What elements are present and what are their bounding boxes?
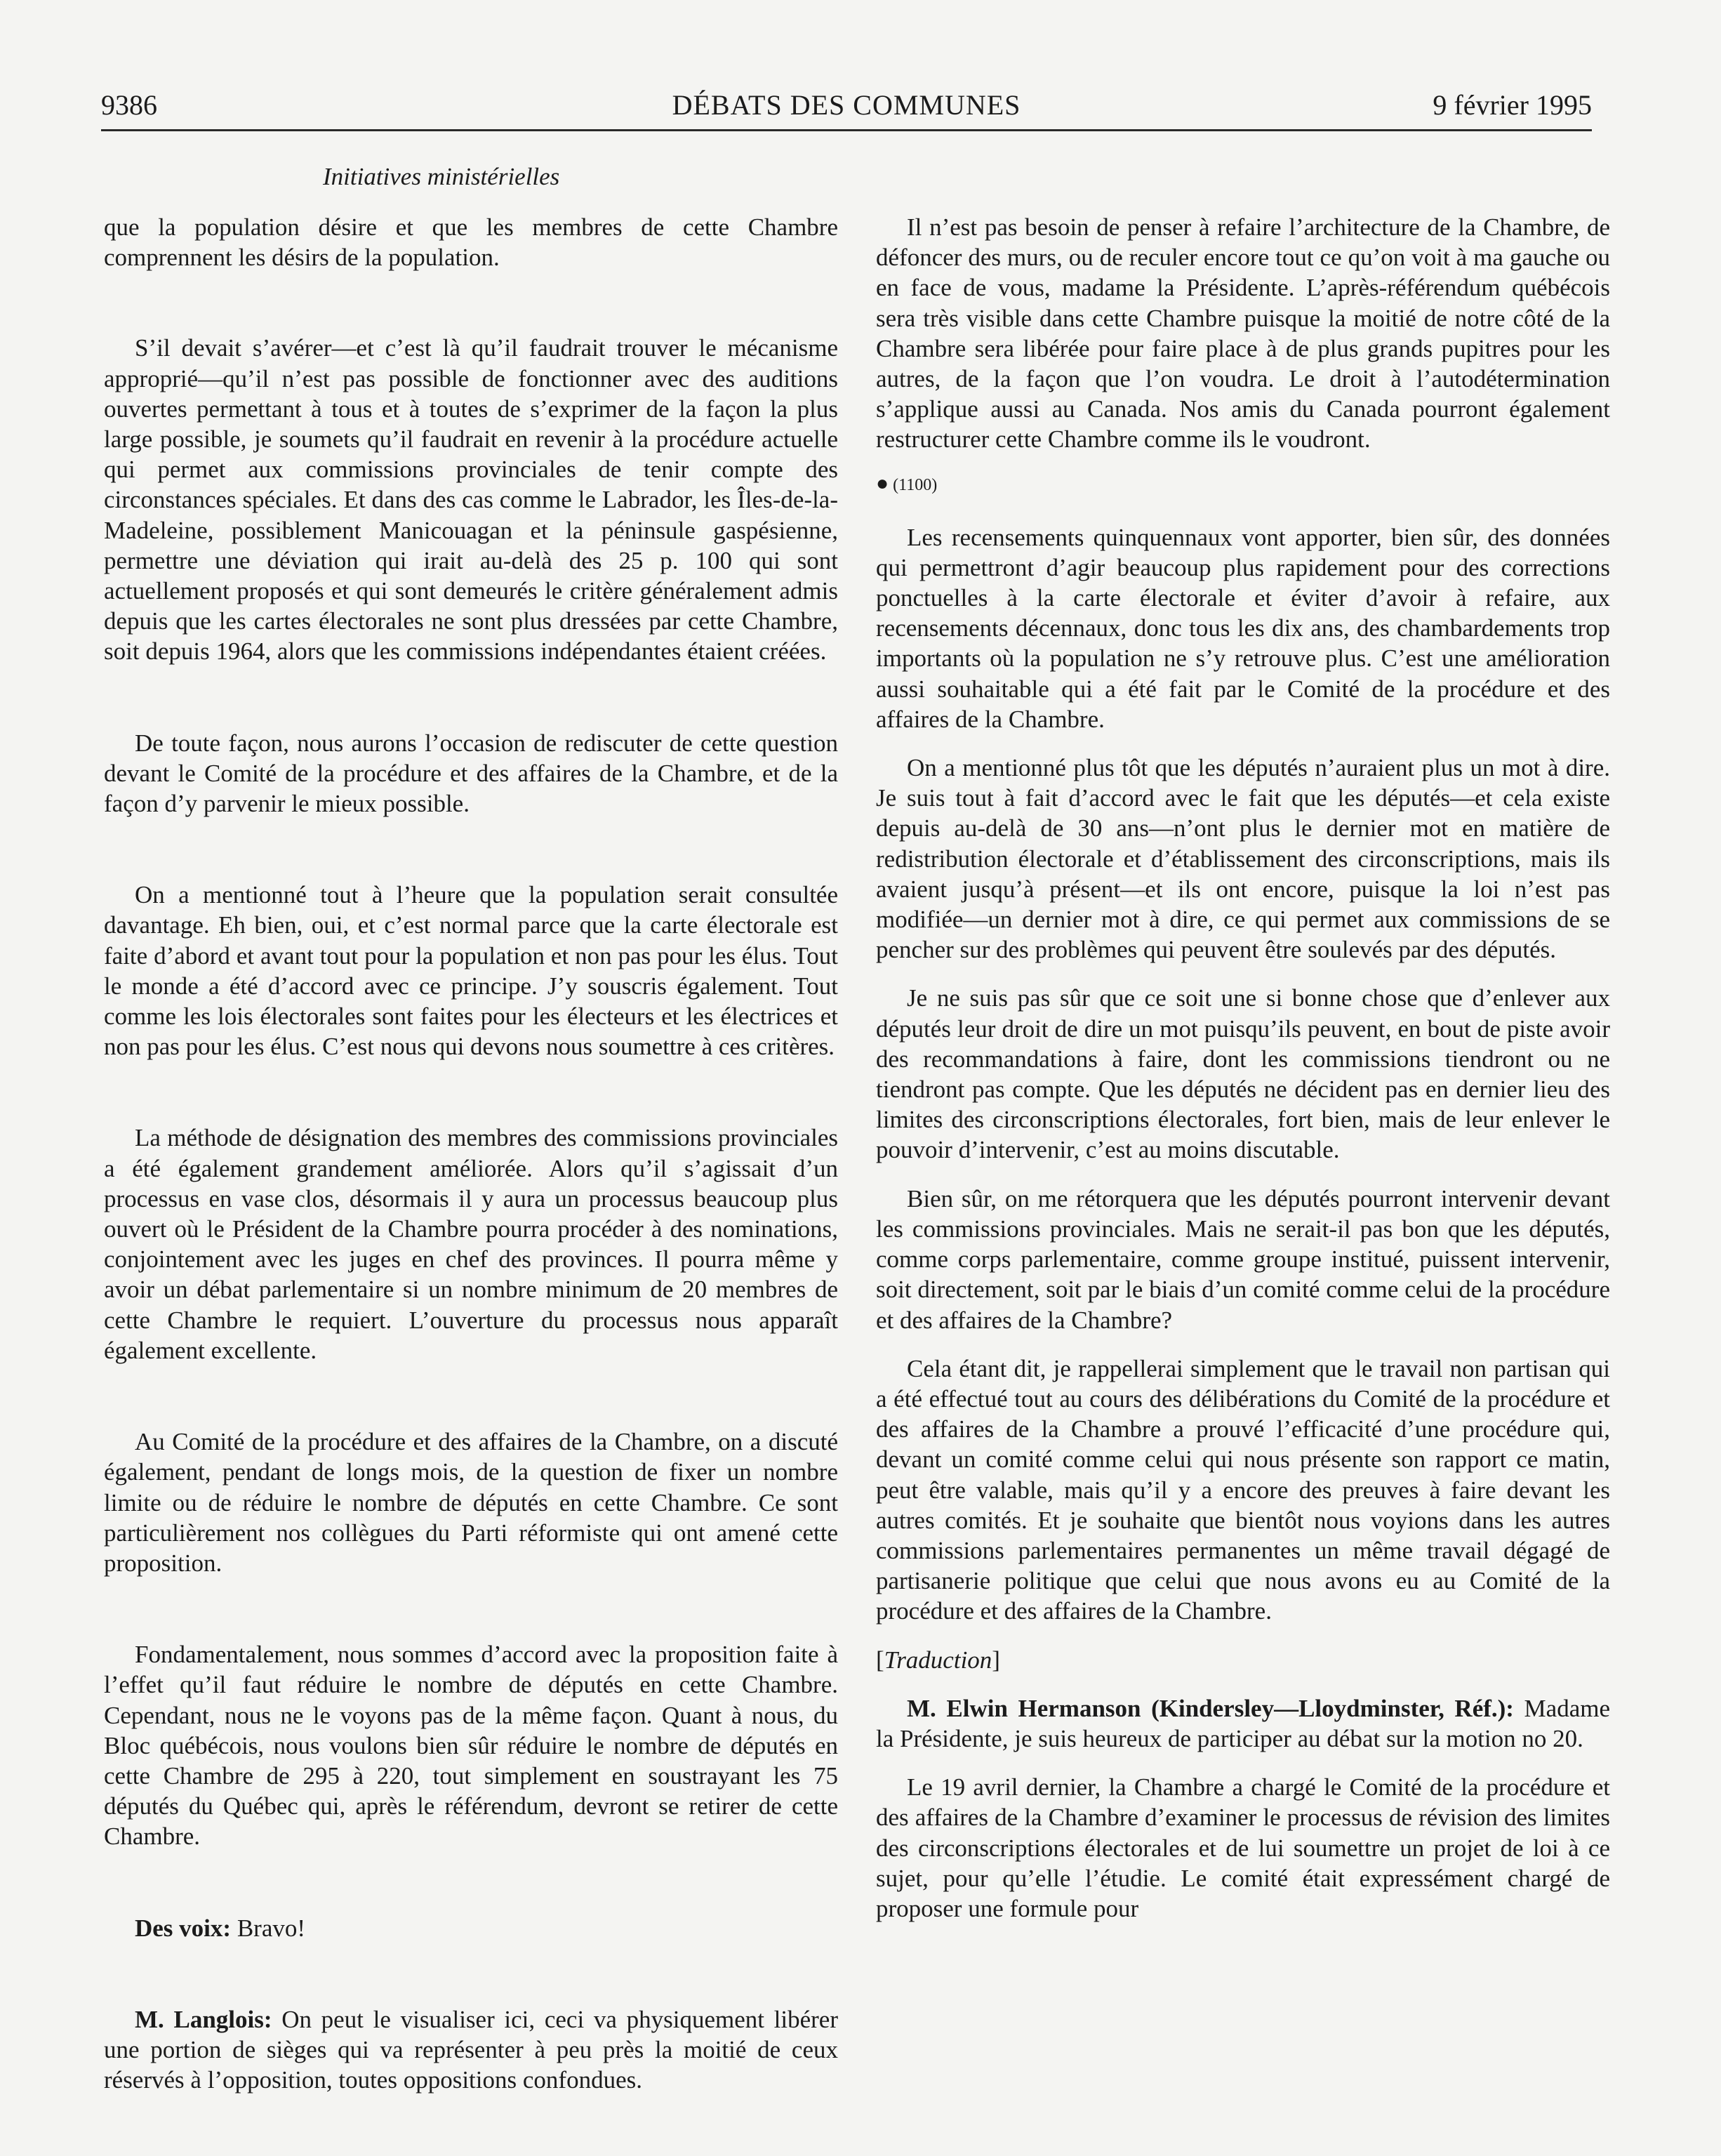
page-number: 9386	[101, 89, 157, 121]
issue-date: 9 février 1995	[1433, 89, 1592, 121]
bracket-close: ]	[992, 1646, 1000, 1674]
speech-paragraph	[104, 1913, 838, 1943]
bracket-open: [	[876, 1646, 884, 1674]
paragraph: Le 19 avril dernier, la Chambre a chargé le Comité de la procédure et des affaires de la Chambre d’examiner le processus de révision des limites des circonscriptions électorales et de lui soumettre un projet de loi à ce sujet, pour qu’elle l’étudie. Le comité était expressément chargé de proposer une formule pour	[876, 1773, 1610, 1922]
time-stamp: (1100)	[893, 475, 938, 494]
speech-text: On peut le visualiser ici, ceci va physiquement libérer une portion de sièges qui va représenter à peu près la moitié de ceux réservés à l’opposition, toutes oppositions confondues.	[104, 2005, 838, 2094]
translation-label: Traduction	[884, 1646, 992, 1674]
time-marker	[876, 473, 1610, 496]
paragraph: Bien sûr, on me rétorquera que les députés pourront intervenir devant les commissions provinciales. Mais ne serait-il pas bon que les députés, comme corps parlementaire, comme groupe institué, puissent intervenir, soit directement, soit par le biais d’un comité comme celui de la procédure et des affaires de la Chambre?	[876, 1184, 1610, 1334]
paragraph: Je ne suis pas sûr que ce soit une si bonne chose que d’enlever aux députés leur droit de dire un mot puisqu’ils peuvent, en bout de piste avoir des recommandations à faire, dont les commissions tiendront ou ne tiendront pas compte. Que les députés ne décident pas en dernier lieu des limites des circonscriptions électorales, fort bien, mais de leur enlever le pouvoir d’intervenir, c’est au moins discutable.	[876, 984, 1610, 1164]
paragraph: que la population désire et que les membres de cette Chambre comprennent les désirs de la population.	[104, 213, 838, 272]
translation-note	[876, 1645, 1610, 1675]
paragraph: Les recensements quinquennaux vont apporter, bien sûr, des données qui permettront d’agir beaucoup plus rapidement pour des corrections ponctuelles à la carte électorale et éviter d’avoir à refaire, aux recensements décennaux, donc tous les dix ans, des chambardements trop importants où la population ne s’y retrouve plus. C’est une amélioration aussi souhaitable qui a été fait par le Comité de la procédure et des affaires de la Chambre.	[876, 523, 1610, 733]
paragraph: Il n’est pas besoin de penser à refaire l’architecture de la Chambre, de défoncer des murs, ou de reculer encore tout ce qu’on voit à ma gauche ou en face de vous, madame la Présidente. L’après-référendum québécois sera très visible dans cette Chambre puisque la moitié de notre côté de la Chambre sera libérée pour faire place à de plus grands pupitres pour les autres, de la façon que l’on voudra. Le droit à l’autodétermination s’applique aussi au Canada. Nos amis du Canada pourront également restructurer cette Chambre comme ils le voudront.	[876, 213, 1610, 454]
left-column	[104, 212, 838, 2156]
paragraph: Cela étant dit, je rappellerai simplement que le travail non partisan qui a été effectué tout au cours des délibérations du Comité de la procédure et des affaires de la Chambre a prouvé l’efficacité d’une procédure qui, devant un comité comme celui qui nous présente son rapport ce matin, peut être valable, mais qu’il y a encore des preuves à faire devant les autres comités. Et je souhaite que bientôt nous voyions dans les autres commissions parlementaires permanentes un même travail dégagé de partisanerie politique que celui que nous avons eu au Comité de la procédure et des affaires de la Chambre.	[876, 1354, 1610, 1625]
paragraph: La méthode de désignation des membres des commissions provinciales a été également grandement améliorée. Alors qu’il s’agissait d’un processus en vase clos, désormais il y aura un processus beaucoup plus ouvert où le Président de la Chambre pourra procéder à des nominations, conjointement avec les juges en chef des provinces. Il pourra même y avoir un débat parlementaire si un nombre minimum de 20 membres de cette Chambre le requiert. L’ouverture du processus nous apparaît également excellente.	[104, 1124, 838, 1364]
speech-paragraph	[876, 1693, 1610, 1754]
bullet-icon: ●	[876, 471, 889, 495]
paragraph: De toute façon, nous aurons l’occasion de rediscuter de cette question devant le Comité de la procédure et des affaires de la Chambre, et de la façon d’y parvenir le mieux possible.	[104, 729, 838, 818]
speech-text: Bravo!	[231, 1914, 306, 1942]
speech-paragraph	[104, 2004, 838, 2096]
speech-text: Madame la Présidente, je suis heureux de participer au débat sur la motion no 20.	[876, 1694, 1610, 1752]
section-label: Initiatives ministérielles	[323, 163, 560, 190]
paragraph: S’il devait s’avérer—et c’est là qu’il faudrait trouver le mécanisme approprié—qu’il n’est pas possible de fonctionner avec des auditions ouvertes permettant à tous et à toutes de s’exprimer de la façon la plus large possible, je soumets qu’il faudrait en revenir à la procédure actuelle qui permet aux commissions provinciales de tenir compte des circonstances spéciales. Et dans des cas comme le Labrador, les Îles-de-la-Madeleine, possiblement Manicouagan et la péninsule gaspésienne, permettre une déviation qui irait au-delà des 25 p. 100 qui sont actuellement proposés et qui sont demeurés le critère généralement admis depuis que les cartes électorales ne sont plus dressées par cette Chambre, soit depuis 1964, alors que les commissions indépendantes étaient créées.	[104, 334, 838, 666]
speaker-name: M. Langlois:	[135, 2005, 272, 2033]
speaker-name: M. Elwin Hermanson (Kindersley—Lloydminster, Réf.):	[907, 1694, 1514, 1722]
paragraph: On a mentionné plus tôt que les députés n’auraient plus un mot à dire. Je suis tout à fait d’accord avec le fait que les députés—et cela existe depuis au-delà de 30 ans—n’ont plus le dernier mot en matière de redistribution électorale et d’établissement des circonscriptions, mais ils avaient jusqu’à présent—et ils ont encore, puisque la loi n’est pas modifiée—un dernier mot à dire, ce qui permet aux commissions de se pencher sur des problèmes qui peuvent être soulevés par des députés.	[876, 754, 1610, 964]
paragraph: Fondamentalement, nous sommes d’accord avec la proposition faite à l’effet qu’il faut réduire le nombre de députés en cette Chambre. Cependant, nous ne le voyons pas de la même façon. Quant à nous, du Bloc québécois, nous voulons bien sûr réduire le nombre de députés en cette Chambre de 295 à 220, tout simplement en soustrayant les 75 députés du Québec qui, après le référendum, devront se retirer de cette Chambre.	[104, 1641, 838, 1851]
paragraph: Au Comité de la procédure et des affaires de la Chambre, on a discuté également, pendant de longs mois, de la question de fixer un nombre limite ou de réduire le nombre de députés en cette Chambre. Ce sont particulièrement nos collègues du Parti réformiste qui ont amené cette proposition.	[104, 1428, 838, 1577]
paragraph: On a mentionné tout à l’heure que la population serait consultée davantage. Eh bien, oui, et c’est normal parce que la carte électorale est faite d’abord et avant tout pour la population et non pas pour les élus. Tout le monde a été d’accord avec ce principe. J’y souscris également. Tout comme les lois électorales sont faites pour les électeurs et les électrices et non pas pour les élus. C’est nous qui devons nous soumettre à ces critères.	[104, 881, 838, 1061]
journal-title: DÉBATS DES COMMUNES	[672, 89, 1021, 121]
right-column	[876, 212, 1610, 1942]
speaker-name: Des voix:	[135, 1914, 232, 1942]
page-header	[101, 83, 1592, 131]
